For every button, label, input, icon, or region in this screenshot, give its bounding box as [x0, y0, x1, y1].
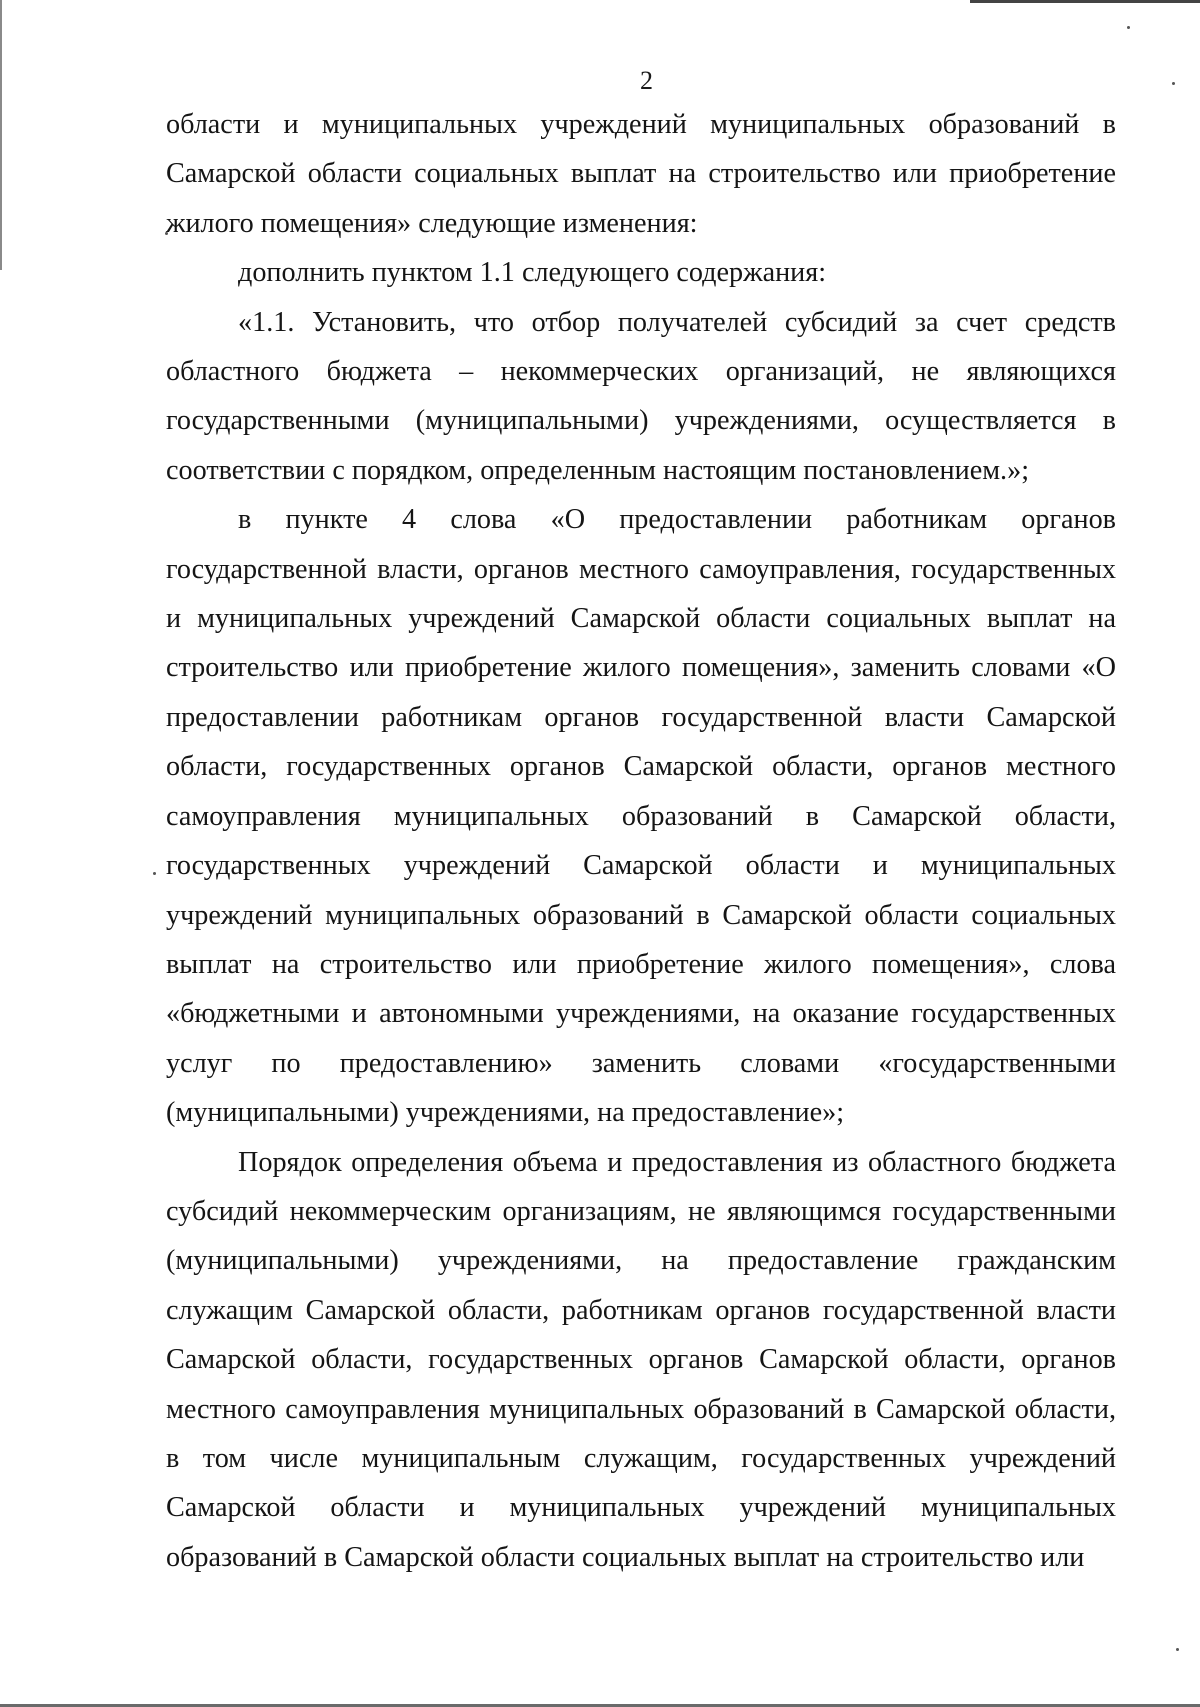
paragraph-addition: дополнить пунктом 1.1 следующего содержания: [238, 257, 827, 289]
paragraph-point-4-changes: в пункте 4 слова «О предоставлении работникам органов государственной власти, органов местного самоуправления, государственных и муниципальных учреждений Самарской области социальных выплат на строительство или приобретение жилого помещения», заменить словами «О предоставлении работникам органов государственной власти Самарской области, государственных органов Самарской области, органов местного самоуправления муниципальных образований в Самарской области, государственных учреждений Самарской области и муниципальных учреждений муниципальных образований в Самарской области социальных выплат на строительство или приобретение жилого помещения», слова «бюджетными и автономными учреждениями, на оказание государственных услуг по предоставлению» заменить словами «государственными (муниципальными) учреждениями, на предоставление»; [166, 504, 1116, 1129]
page-number: 2 [640, 66, 653, 95]
scan-edge-left [0, 0, 2, 270]
paragraph-quoted-clause: «1.1. Установить, что отбор получателей субсидий за счет средств областного бюджета – некоммерческих организаций, не являющихся государственными (муниципальными) учреждениями, осуществляется в соответствии с порядком, определенным настоящим постановлением.»; [166, 306, 1116, 486]
scan-speck [1127, 26, 1130, 29]
scan-speck [1176, 1648, 1179, 1651]
document-body [166, 100, 1116, 1582]
paragraph-continuation: области и муниципальных учреждений муниципальных образований в Самарской области социальных выплат на строительство или приобретение жилого помещения» следующие изменения: [166, 109, 1116, 239]
paragraph-procedure: Порядок определения объема и предоставления из областного бюджета субсидий некоммерческим организациям, не являющимся государственными (муниципальными) учреждениями, на предоставление гражданским служащим Самарской области, работникам органов государственной власти Самарской области, государственных органов Самарской области, органов местного самоуправления муниципальных образований в Самарской области, в том числе муниципальным служащим, государственных учреждений Самарской области и муниципальных учреждений муниципальных образований в Самарской области социальных выплат на строительство или [166, 1146, 1116, 1573]
scan-edge-top [970, 0, 1200, 3]
scan-speck [153, 872, 156, 875]
